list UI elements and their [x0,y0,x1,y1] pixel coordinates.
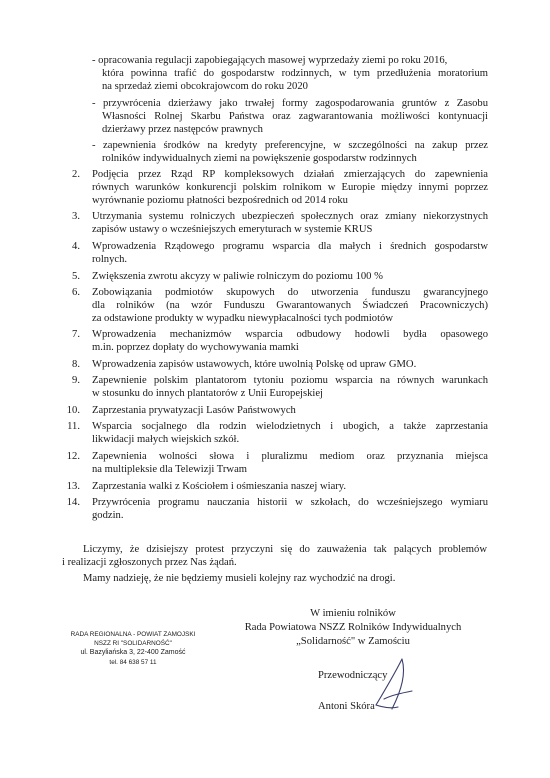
text-line: w stosunku do innych plantatorów z Unii Europejskiej [92,388,323,399]
stamp-line: RADA REGIONALNA - POWIAT ZAMOJSKI [70,631,196,638]
text-line: na sprzedaż ziemi obcokrajowcom do roku 2020 [102,81,308,92]
item-number: 6. [72,287,80,298]
signatory-name: Antoni Skóra [318,701,375,712]
text-line: rolnych. [92,254,128,265]
item-number: 11. [67,421,80,432]
text-line: Wsparcia socjalnego dla rodzin wielodzietnych i ubogich, a także zaprzestania [92,421,488,432]
text-line: Zaprzestania walki z Kościołem i ośmieszania naszej wiary. [92,481,347,492]
text-line: za odstawione produkty w wypadku niewypłacalności tych podmiotów [92,313,393,324]
item-number: 4. [72,241,80,252]
text-line: Przywrócenia programu nauczania historii w szkołach, do wcześniejszego wymiaru [92,497,488,508]
signatory-role: Przewodniczący [318,670,388,681]
text-line: m.in. poprzez dopłaty do wychowywania mamki [92,342,299,353]
text-line: - przywrócenia dzierżawy jako trwałej formy zagospodarowania gruntów z Zasobu [92,98,488,109]
signature-line: „Solidarność" w Zamościu [296,636,410,647]
text-line: dla rolników (na wzór Funduszu Gwarantowanych Świadczeń Pracowniczych) [92,300,488,311]
text-line: Wprowadzenia Rządowego programu wsparcia dla małych i średnich gospodarstw [92,241,488,252]
text-line: likwidacji małych wiejskich szkół. [92,434,240,445]
stamp-line: ul. Bazyliańska 3, 22-400 Zamość [80,649,186,656]
stamp-line: NSZZ RI "SOLIDARNOŚĆ" [94,640,172,647]
text-line: zapisów ustawy o wcześniejszych emeryturach w systemie KRUS [92,224,373,235]
signature-line: Rada Powiatowa NSZZ Rolników Indywidualnych [244,622,462,633]
text-line: Własności Rolnej Skarbu Państwa oraz zagwarantowania możliwości kontynuacji [102,111,488,122]
item-number: 12. [66,451,80,462]
text-line: wyrównanie poziomu płatności bezpośrednich od 2014 roku [92,195,348,206]
text-line: która powinna trafić do gospodarstw rodzinnych, w tym przedłużenia moratorium [102,68,488,79]
text-line: Utrzymania systemu rolniczych ubezpieczeń społecznych oraz zmiany niekorzystnych [92,211,488,222]
text-line: - zapewnienia środków na kredyty preferencyjne, w szczególności na zakup przez [92,140,488,151]
text-line: godzin. [92,510,124,521]
text-line: Zapewnienia wolności słowa i pluralizmu mediom oraz przyznania miejsca [92,451,488,462]
text-line: i realizacji zgłoszonych przez Nas żądań. [62,557,237,568]
item-number: 10. [66,405,80,416]
text-line: Mamy nadzieję, że nie będziemy musieli kolejny raz wychodzić na drogi. [83,573,396,584]
text-line: Zwiększenia zwrotu akcyzy w paliwie rolniczym do poziomu 100 % [92,271,383,282]
text-line: dzierżawy przez następców prawnych [102,124,263,135]
text-line: rolników indywidualnych ziemi na powiększenie gospodarstw rodzinnych [102,153,417,164]
signature-line: W imieniu rolników [310,608,396,619]
stamp-line: tel. 84 638 57 11 [109,659,157,666]
item-number: 5. [72,271,80,282]
text-line: Zapewnienie polskim plantatorom tytoniu poziomu wsparcia na równych warunkach [92,375,488,386]
item-number: 3. [72,211,80,222]
text-line: Liczymy, że dzisiejszy protest przyczyni się do zauważenia tak palących problemów [83,544,487,555]
text-line: Wprowadzenia zapisów ustawowych, które uwolnią Polskę od upraw GMO. [92,359,417,370]
item-number: 13. [66,481,80,492]
item-number: 7. [72,329,80,340]
text-line: Zaprzestania prywatyzacji Lasów Państwowych [92,405,296,416]
text-line: Podjęcia przez Rząd RP kompleksowych działań zmierzających do zapewnienia [92,169,488,180]
text-line: Wprowadzenia mechanizmów wsparcia odbudowy hodowli bydła opasowego [92,329,488,340]
item-number: 8. [72,359,80,370]
text-line: Zobowiązania podmiotów skupowych do utworzenia funduszu gwarancyjnego [92,287,488,298]
handwritten-signature-icon [362,655,422,715]
text-line: równych warunków konkurencji polskim rolnikom w Europie między innymi poprzez [92,182,488,193]
text-line: - opracowania regulacji zapobiegających masowej wyprzedaży ziemi po roku 2016, [92,55,448,66]
text-line: na multipleksie dla Telewizji Trwam [92,464,248,475]
item-number: 2. [72,169,80,180]
item-number: 9. [72,375,80,386]
item-number: 14. [66,497,80,508]
